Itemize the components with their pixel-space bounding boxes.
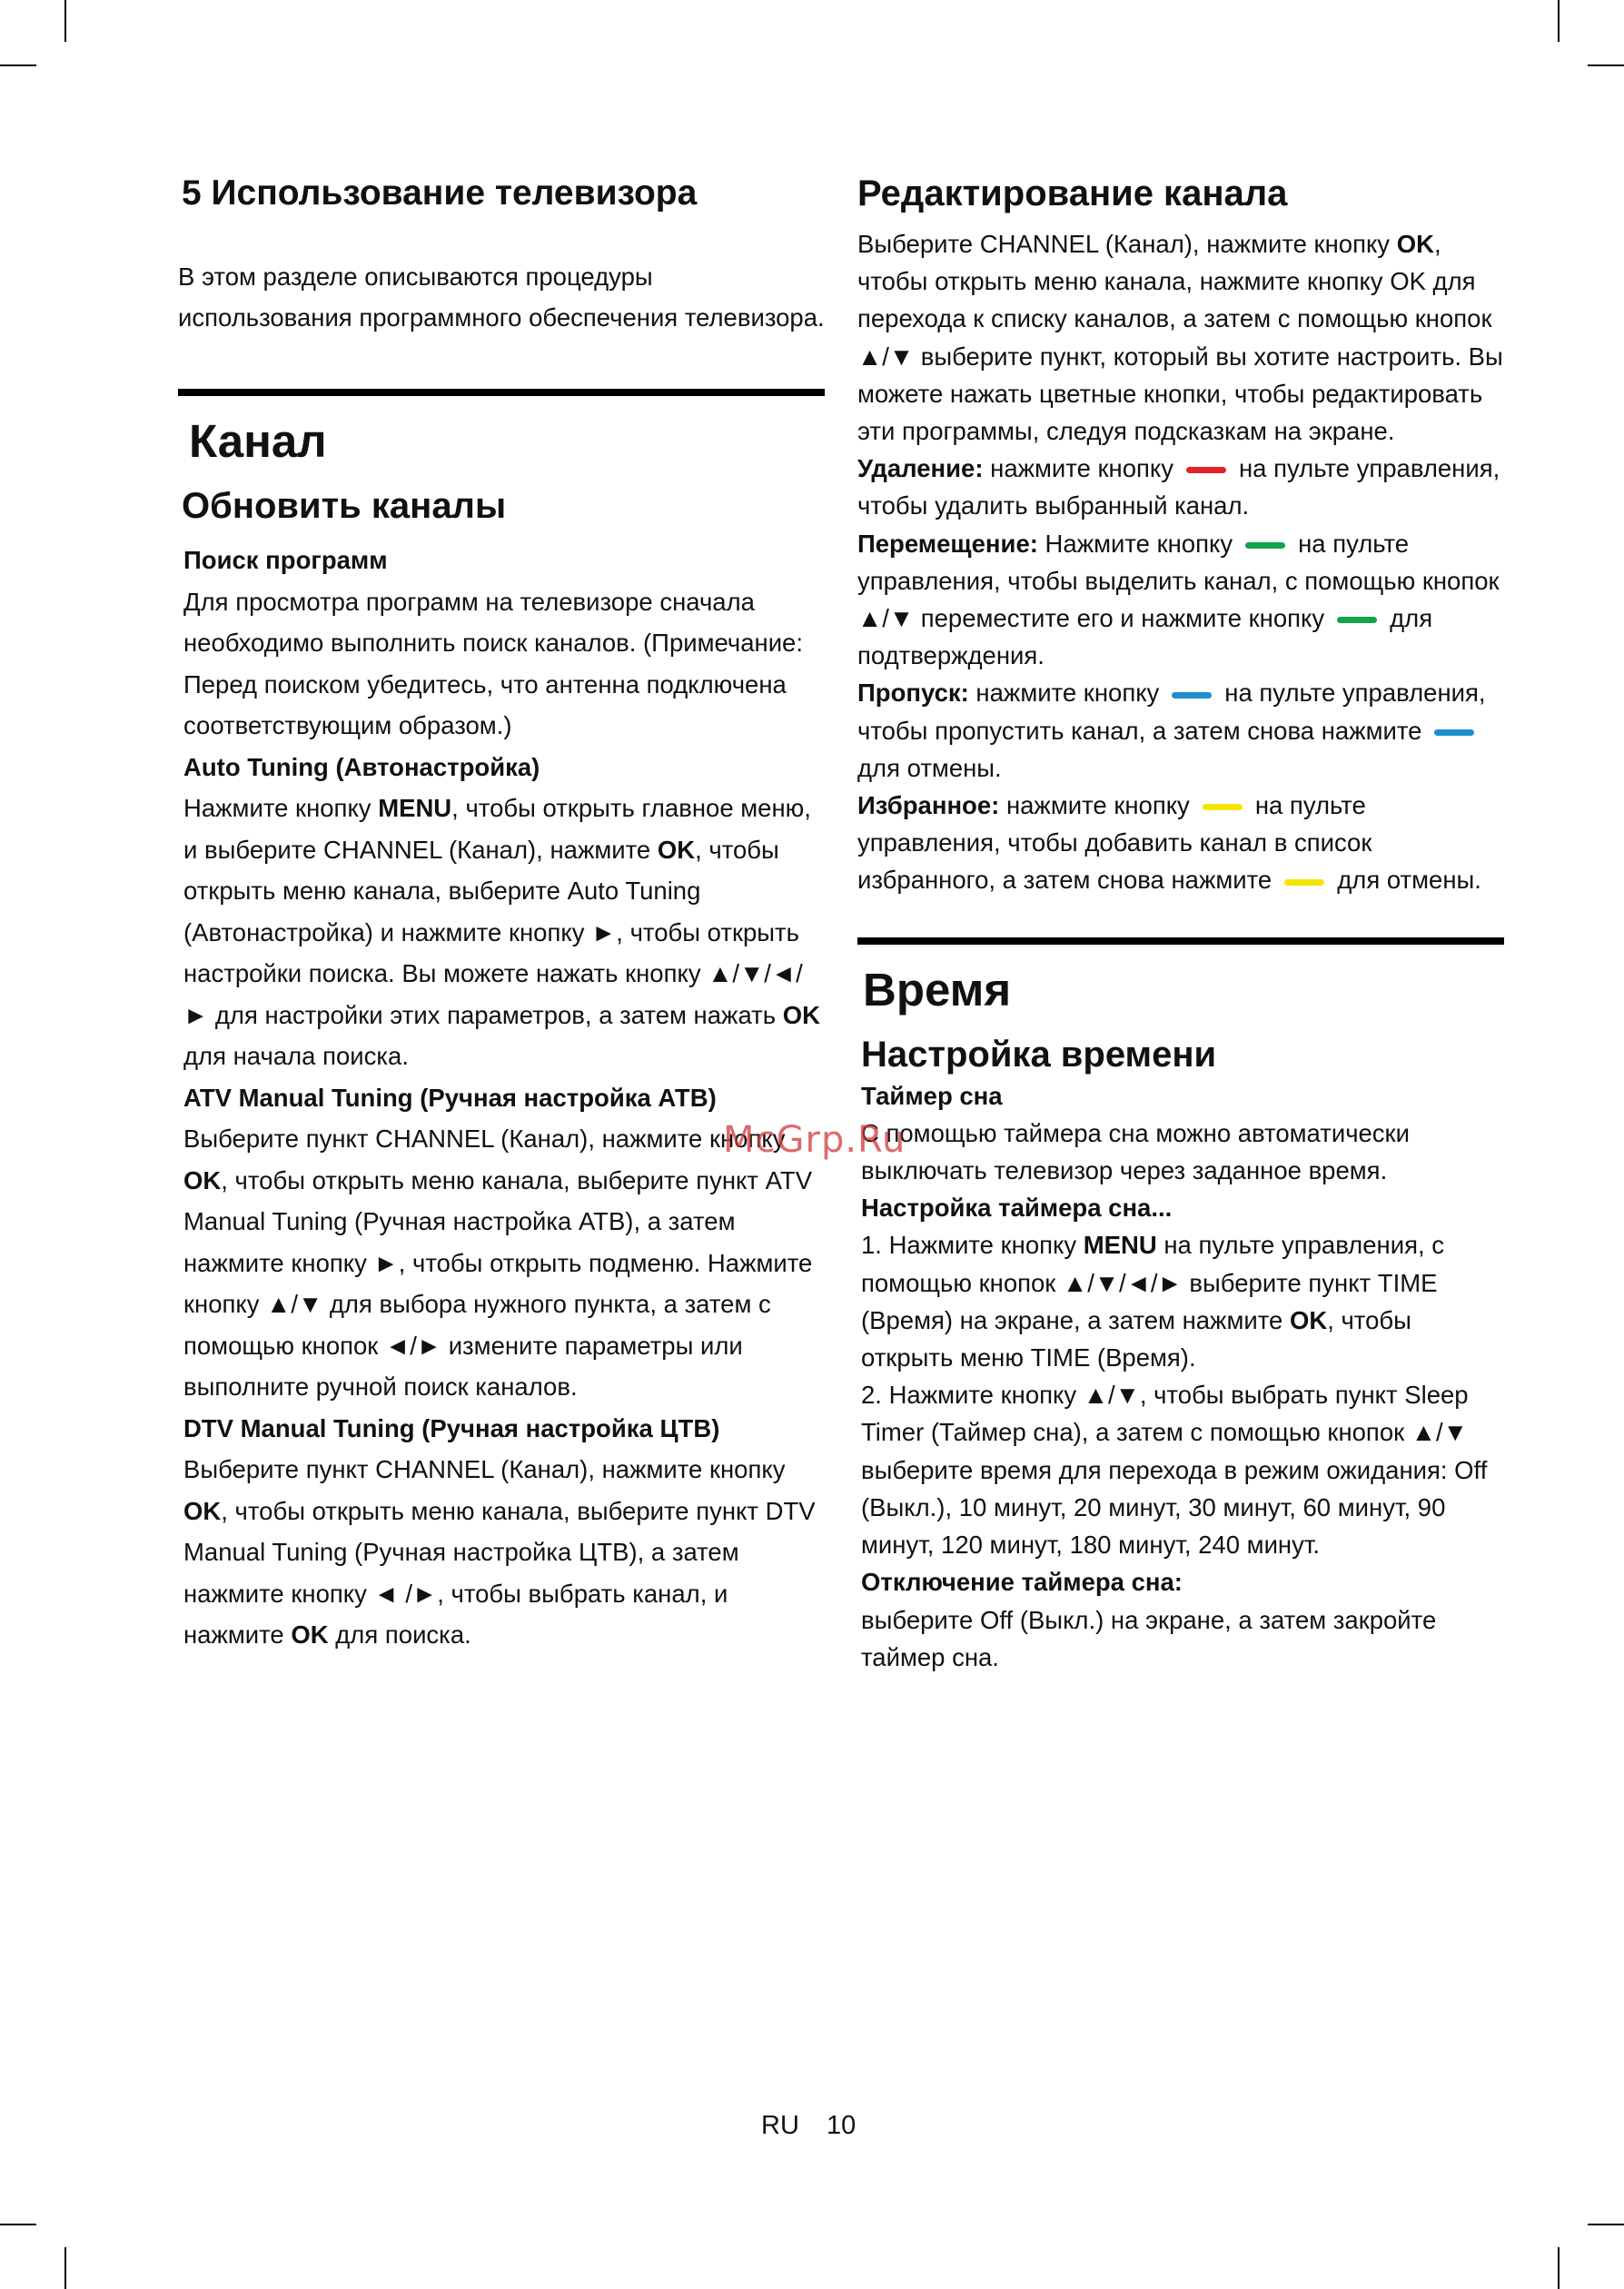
chapter-title: 5 Использование телевизора [182,173,698,213]
sleep-off-text: выберите Off (Выкл.) на экране, а затем закройте таймер сна. [861,1605,1437,1671]
crop-mark [64,2247,66,2289]
yellow-key-icon [1284,879,1324,886]
watermark: McGrp.Ru [723,1119,906,1161]
sleep-step-1: 1. Нажмите кнопку MENU на пульте управления, с помощью кнопок ▲/▼/◄/► выберите пункт TIME (Время) на экране, а затем нажмите OK, чтобы открыть меню TIME (Время). [861,1231,1444,1372]
subsection-title-edit: Редактирование канала [857,173,1288,213]
red-key-icon [1186,467,1226,473]
time-setup-body [861,1077,1504,1676]
atv-manual-text: Выберите пункт CHANNEL (Канал), нажмите кнопку OK, чтобы открыть меню канала, выберите пункт ATV Manual Tuning (Ручная настройка АТВ), а затем нажмите кнопку ►, чтобы открыть подменю. Нажмите кнопку ▲/▼ для выбора нужного пункта, а затем с помощью кнопок ◄/► измените параметры или выполните ручной поиск каналов. [183,1125,813,1401]
intro-text: В этом разделе описываются процедуры использования программного обеспечения телевизора. [178,263,825,332]
subsection-title-update: Обновить каналы [182,486,507,526]
sleep-step-2: 2. Нажмите кнопку ▲/▼, чтобы выбрать пункт Sleep Timer (Таймер сна), а затем с помощью кнопок ▲/▼ выберите время для перехода в режим ожидания: Off (Выкл.), 10 минут, 20 минут, 30 минут, 60 минут, 90 минут, 120 минут, 180 минут, 240 минут. [861,1381,1488,1560]
edit-channel-body [857,225,1504,899]
green-key-icon [1337,617,1377,623]
left-column [178,173,825,1656]
footer-language: RU [761,2111,799,2140]
crop-mark [64,0,66,42]
edit-intro-text: Выберите CHANNEL (Канал), нажмите кнопку OK, чтобы открыть меню канала, нажмите кнопку OK для перехода к списку каналов, а затем с помощью кнопок ▲/▼ выберите пункт, который вы хотите настроить. Вы можете нажать цветные кнопки, чтобы редактировать эти программы, следуя подсказкам на экране. [857,230,1503,446]
crop-mark [1588,64,1624,66]
section-title-channel: Канал [189,415,327,467]
edit-skip-text: Пропуск: нажмите кнопку на пульте управления, чтобы пропустить канал, а затем снова нажмитедля отмены. [857,679,1486,782]
auto-tuning-title: Auto Tuning (Автонастройка) [183,752,540,781]
sleep-timer-title: Таймер сна [861,1081,1003,1110]
edit-favorite-text: Избранное: нажмите кнопку на пульте управления, чтобы добавить канал в список избранного, а затем снова нажмите для отмены. [857,791,1481,895]
green-key-icon [1245,542,1285,549]
crop-mark [1558,2247,1560,2289]
atv-manual-title: ATV Manual Tuning (Ручная настройка АТВ) [183,1083,717,1112]
sleep-off-title: Отключение таймера сна: [861,1568,1183,1597]
crop-mark [0,2224,36,2225]
page-footer [761,2111,856,2141]
crop-mark [1558,0,1560,42]
auto-tuning-text: Нажмите кнопку MENU, чтобы открыть главное меню, и выберите CHANNEL (Канал), нажмите OK, чтобы открыть меню канала, выберите Auto Tuning (Автонастройка) и нажмите кнопку ►, чтобы открыть настройки поиска. Вы можете нажать кнопку ▲/▼/◄/► для настройки этих параметров, а затем нажать OK для начала поиска. [183,794,820,1070]
edit-move-text: Перемещение: Нажмите кнопку на пульте управления, чтобы выделить канал, с помощью кнопок ▲/▼ переместите его и нажмите кнопку для подтверждения. [857,529,1500,670]
page-number: 10 [826,2111,857,2140]
search-title: Поиск программ [183,546,388,574]
blue-key-icon [1172,692,1212,699]
crop-mark [0,64,36,66]
search-text: Для просмотра программ на телевизоре сначала необходимо выполнить поиск каналов. (Примечание: Перед поиском убедитесь, что антенна подключена соответствующим образом.) [183,587,803,739]
section-rule-channel [178,389,825,396]
sleep-setup-title: Настройка таймера сна... [861,1194,1173,1223]
crop-mark [1588,2224,1624,2225]
update-channels-body [183,540,825,1656]
dtv-manual-title: DTV Manual Tuning (Ручная настройка ЦТВ) [183,1413,720,1442]
subsection-title-time-setup: Настройка времени [861,1034,1217,1075]
edit-delete-text: Удаление: нажмите кнопку на пульте управления, чтобы удалить выбранный канал. [857,454,1500,520]
yellow-key-icon [1203,804,1243,810]
sleep-timer-text: С помощью таймера сна можно автоматически выключать телевизор через заданное время. [861,1118,1410,1185]
right-column [857,173,1504,1676]
dtv-manual-text: Выберите пункт CHANNEL (Канал), нажмите кнопку OK, чтобы открыть меню канала, выберите пункт DTV Manual Tuning (Ручная настройка ЦТВ), а затем нажмите кнопку ◄ /►, чтобы выбрать канал, и нажмите OK для поиска. [183,1455,816,1649]
section-title-time: Время [863,963,1012,1016]
blue-key-icon [1434,729,1474,736]
section-rule-time [857,937,1504,945]
